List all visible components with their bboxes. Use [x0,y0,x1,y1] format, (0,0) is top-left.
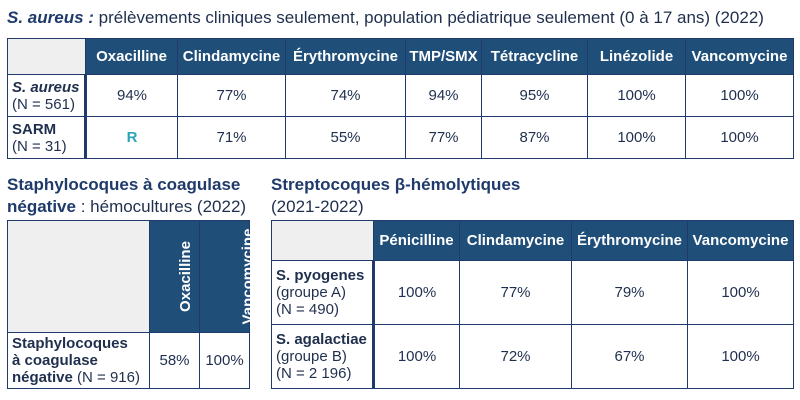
group-label: (groupe B) [276,348,347,365]
cell: 79% [572,261,688,325]
staph-title-bold2: négative [7,197,76,216]
strep-col-header: Érythromycine [572,221,688,261]
strep-title-line2: (2021-2022) [271,197,364,216]
table-row [272,325,794,389]
sample-size: (N = 2 196) [276,365,352,382]
saureus-col-header: Érythromycine [286,39,406,75]
cell: 100% [686,117,794,159]
cell: 95% [482,75,588,117]
sample-size: (N = 490) [276,301,339,318]
cell: 100% [688,325,794,389]
organism-name: négative [12,369,73,386]
saureus-corner [8,39,86,75]
saureus-col-header: Tétracycline [482,39,588,75]
staph-title-rest: : hémocultures (2022) [75,197,247,216]
strep-col-header: Pénicilline [374,221,460,261]
sample-size: (N = 561) [12,95,75,113]
organism-name: à coagulase [12,352,98,369]
saureus-col-header: Oxacilline [86,39,178,75]
table-row [8,333,250,389]
cell: 87% [482,117,588,159]
strep-title [271,174,520,218]
staph-title-line1: Staphylocoques à coagulase [7,175,241,194]
organism-name: S. agalactiae [276,331,367,348]
saureus-col-header: Linézolide [588,39,686,75]
cell: 77% [406,117,482,159]
staph-corner [8,221,150,333]
cell: 94% [86,75,178,117]
saureus-col-header: Clindamycine [178,39,286,75]
staph-col-header [150,221,200,333]
cell: 72% [460,325,572,389]
strep-table [271,220,794,389]
saureus-col-header: TMP/SMX [406,39,482,75]
staph-title [7,174,246,218]
cell: 71% [178,117,286,159]
saureus-title-italic: S. aureus : [7,8,94,27]
strep-col-header: Clindamycine [460,221,572,261]
table-row [272,261,794,325]
row-header [272,261,374,325]
cell: 77% [460,261,572,325]
sample-size: (N = 31) [12,137,67,155]
cell: 55% [286,117,406,159]
saureus-col-header: Vancomycine [686,39,794,75]
staph-table [7,220,257,389]
table-row [8,117,794,159]
group-label: (groupe A) [276,284,347,301]
col-label: Oxacilline [176,241,194,312]
strep-corner [272,221,374,261]
cell: 100% [688,261,794,325]
resistant-marker: R [86,117,178,159]
strep-col-header: Vancomycine [688,221,794,261]
row-header [272,325,374,389]
cell: 67% [572,325,688,389]
cell: 77% [178,75,286,117]
cell: 58% [150,333,200,389]
row-header [8,117,86,159]
row-header [8,333,150,389]
saureus-title [7,7,764,29]
cell: 100% [588,117,686,159]
organism-name: Staphylocoques [12,335,128,352]
saureus-title-rest: prélèvements cliniques seulement, population pédiatrique seulement (0 à 17 ans) (2022) [93,8,764,27]
cell: 100% [588,75,686,117]
organism-name: S. aureus [12,78,80,96]
row-header [8,75,86,117]
saureus-table [7,38,794,159]
staph-col-header [200,221,257,333]
cell: 94% [406,75,482,117]
cell: 100% [374,261,460,325]
strep-title-bold: Streptocoques β-hémolytiques [271,175,521,194]
cell: 74% [286,75,406,117]
col-label: Vancomycine [239,228,257,325]
sample-size: (N = 916) [72,369,140,386]
cell: 100% [200,333,250,389]
organism-name: SARM [12,120,57,138]
organism-name: S. pyogenes [276,267,365,284]
cell: 100% [686,75,794,117]
table-row [8,75,794,117]
cell: 100% [374,325,460,389]
